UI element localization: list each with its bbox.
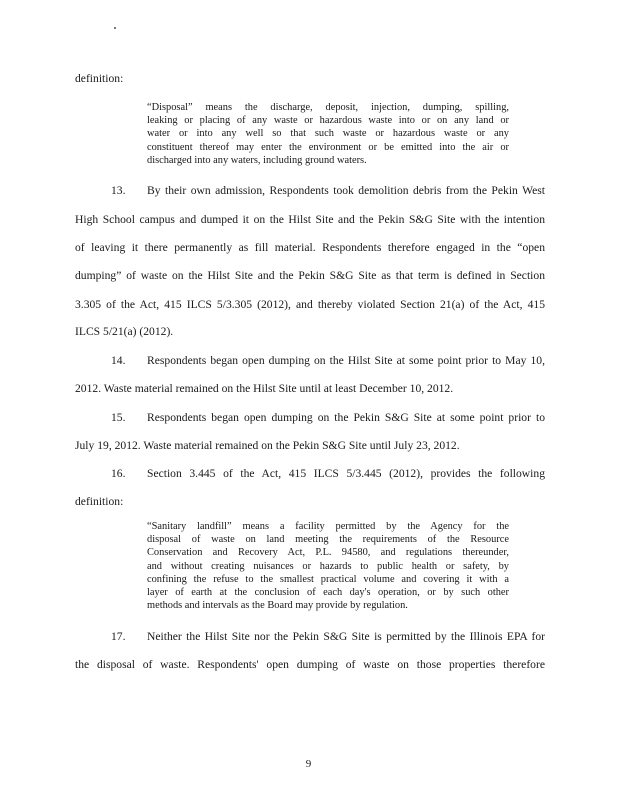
paragraph-15-number: 15.	[111, 411, 126, 424]
paragraph-16-line: 16. Section 3.445 of the Act, 415 ILCS 5/3.445 (2012), provides the following	[111, 467, 545, 480]
scan-speck	[114, 27, 116, 29]
quote-line: leaking or placing of any waste or hazardous waste into or on any land or	[147, 115, 509, 127]
paragraph-16-line: definition:	[75, 495, 124, 508]
paragraph-13-line: ILCS 5/21(a) (2012).	[75, 325, 174, 338]
quote-line: “Disposal” means the discharge, deposit, injection, dumping, spilling,	[147, 102, 509, 113]
paragraph-15-line: July 19, 2012. Waste material remained on the Pekin S&G Site until July 23, 2012.	[75, 439, 460, 452]
paragraph-17-number: 17.	[111, 630, 126, 643]
paragraph-16-number: 16.	[111, 467, 126, 480]
quote-line: water or into any well so that such waste or hazardous waste or any	[147, 128, 509, 140]
intro-definition-label: definition:	[75, 72, 124, 85]
disposal-definition-quote	[147, 101, 509, 167]
paragraph-14-number: 14.	[111, 354, 126, 367]
quote-line: layer of earth at the conclusion of each day's operation, or by such other	[147, 587, 509, 599]
paragraph-13-number: 13.	[111, 184, 126, 197]
sanitary-landfill-definition-quote	[147, 520, 509, 612]
paragraph-15-line: 15. Respondents began open dumping on the Pekin S&G Site at some point prior to	[111, 411, 545, 424]
paragraph-13-line: of leaving it there permanently as fill material. Respondents therefore engaged in the “open	[75, 241, 545, 254]
paragraph-14-line: 2012. Waste material remained on the Hilst Site until at least December 10, 2012.	[75, 382, 454, 395]
page-number: 9	[305, 758, 312, 770]
quote-line: methods and intervals as the Board may provide by regulation.	[147, 600, 408, 612]
paragraph-13-line: High School campus and dumped it on the Hilst Site and the Pekin S&G Site with the intention	[75, 213, 545, 226]
paragraph-13-line: 3.305 of the Act, 415 ILCS 5/3.305 (2012), and thereby violated Section 21(a) of the Act, 415	[75, 298, 545, 311]
paragraph-13-line: 13. By their own admission, Respondents took demolition debris from the Pekin West	[111, 184, 545, 197]
quote-line: disposal of waste on land meeting the requirements of the Resource	[147, 534, 509, 546]
paragraph-14-line: 14. Respondents began open dumping on the Hilst Site at some point prior to May 10,	[111, 354, 545, 367]
quote-line: discharged into any waters, including ground waters.	[147, 154, 367, 166]
quote-line: confining the refuse to the smallest practical volume and covering it with a	[147, 573, 509, 585]
paragraph-13-line: dumping” of waste on the Hilst Site and the Pekin S&G Site as that term is defined in Section	[75, 269, 545, 282]
quote-line: Conservation and Recovery Act, P.L. 94580, and regulations thereunder,	[147, 547, 509, 559]
quote-line: and without creating nuisances or hazards to public health or safety, by	[147, 560, 509, 572]
paragraph-17-line: the disposal of waste. Respondents' open dumping of waste on those properties therefore	[75, 658, 545, 671]
paragraph-17-line: 17. Neither the Hilst Site nor the Pekin S&G Site is permitted by the Illinois EPA for	[111, 630, 545, 643]
quote-line: “Sanitary landfill” means a facility permitted by the Agency for the	[147, 521, 509, 532]
quote-line: constituent thereof may enter the environment or be emitted into the air or	[147, 141, 509, 153]
